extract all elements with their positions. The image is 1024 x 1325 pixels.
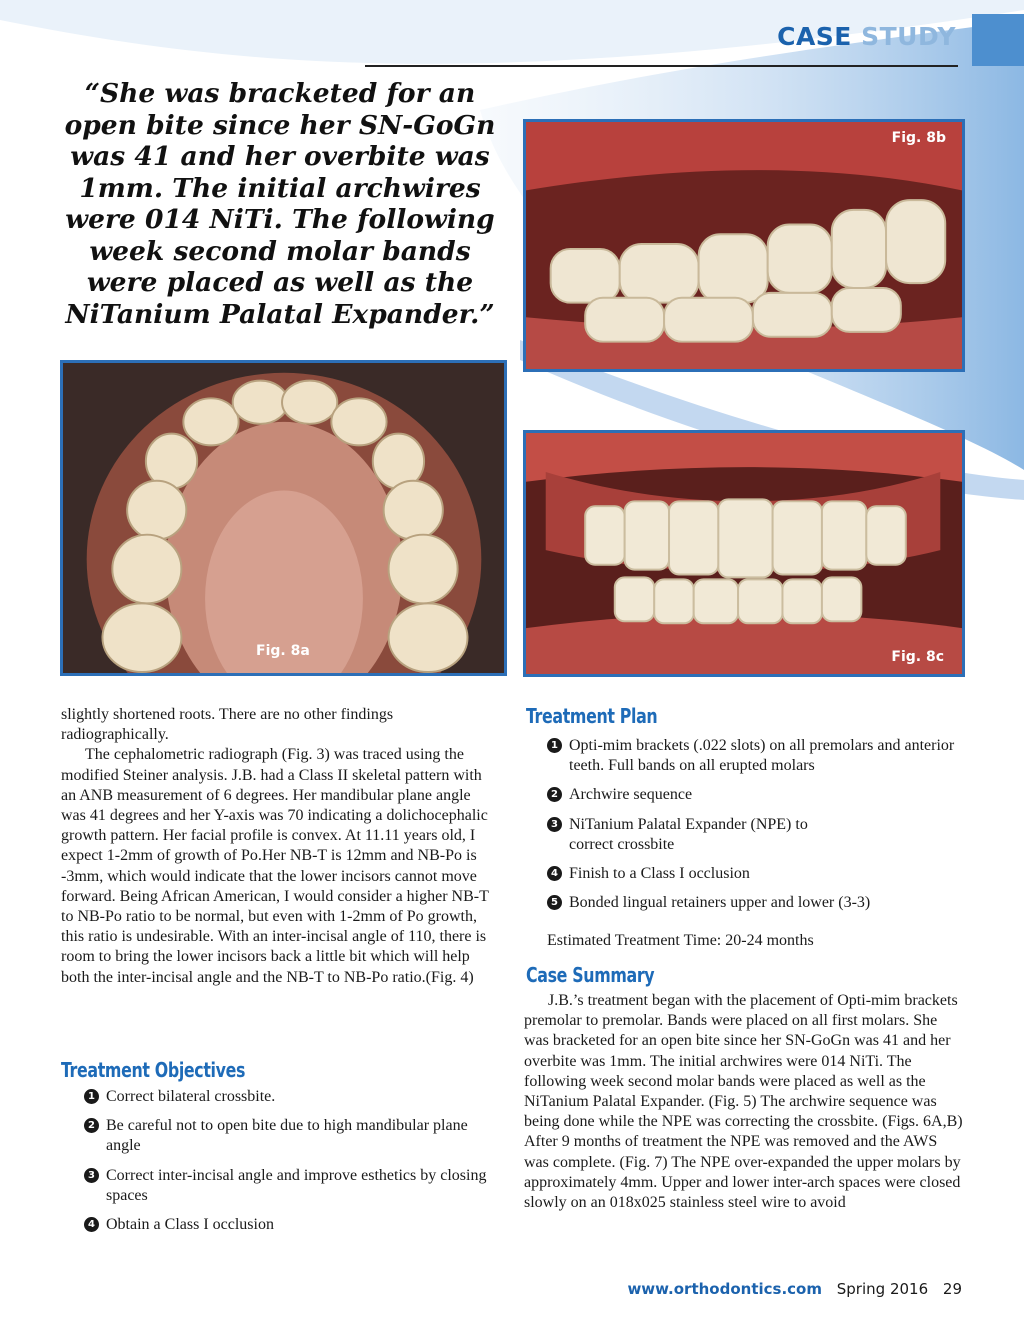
list-item: 1 Correct bilateral crossbite. xyxy=(84,1087,496,1107)
figure-8b-photo xyxy=(523,119,965,372)
footer-url[interactable]: www.orthodontics.com xyxy=(627,1280,822,1298)
treatment-objectives-heading: Treatment Objectives xyxy=(61,1058,246,1082)
left-para-2: The cephalometric radiograph (Fig. 3) was traced using the modified Steiner analysis. J.B. had a Class II skeletal pattern with an ANB measurement of 6 degrees. Her mandibular plane angle was 41 degrees and her Y-axis was 70 indicating a dolichocephalic growth pattern. Her facial profile is convex. At 11.11 years old, I expect 1-2mm of growth of Po.Her NB-T is 12mm and NB-Po is -3mm, which would indicate that the lower incisors cannot move forward. Being African American, I would consider a higher NB-T to NB-Po ratio to be normal, but even with 1-2mm of Po growth, this ratio is undesirable. With an inter-incisal angle of 110, there is room to bring the lower incisors back a little bit which will help both the inter-incisal angle and the NB-T to NB-Po ratio.(Fig. 4) xyxy=(61,746,489,986)
section-title-study: STUDY xyxy=(861,22,956,51)
case-summary-heading: Case Summary xyxy=(526,963,655,987)
pull-quote: “She was bracketed for an open bite since her SN-GoGn was 41 and her overbite was 1mm. The initial archwires were 014 NiTi. The following week second molar bands were placed as well as the NiTanium Palatal Expander.” xyxy=(64,78,496,330)
list-item: 3 NiTanium Palatal Expander (NPE) to correct crossbite xyxy=(547,815,962,855)
case-summary-text: J.B.’s treatment began with the placement of Opti-mim brackets premolar to premolar. Bands were placed on all first molars. She was bracketed for an open bite since her SN-GoGn was 41 and her overbite was 1mm. The initial archwires were 014 NiTi. The following week second molar bands were placed as well as the NiTanium Palatal Expander. (Fig. 5) The archwire sequence was being done while the NPE was correcting the crossbite. (Figs. 6A,B) After 9 months of treatment the NPE was removed and the AWS was complete. (Fig. 7) The NPE over-expanded the upper molars by approximately 4mm. Upper and lower inter-arch spaces were closed slowly on an 018x025 stainless steel wire to avoid xyxy=(524,992,963,1212)
header-rule xyxy=(365,65,958,67)
figure-8a-image xyxy=(63,363,504,673)
list-item: 4 Obtain a Class I occlusion xyxy=(84,1215,496,1235)
section-title-case: CASE xyxy=(777,22,852,51)
treatment-objectives-list xyxy=(84,1087,496,1235)
estimated-treatment-time: Estimated Treatment Time: 20-24 months xyxy=(547,932,814,949)
page-number: 29 xyxy=(942,1280,962,1298)
section-title xyxy=(777,22,956,51)
figure-8c-label: Fig. 8c xyxy=(891,649,944,665)
footer-issue: Spring 2016 xyxy=(836,1280,929,1298)
figure-8a-photo xyxy=(60,360,507,676)
list-item: 2 Be careful not to open bite due to high mandibular plane angle xyxy=(84,1116,496,1156)
left-para-1: slightly shortened roots. There are no other findings radiographically. xyxy=(61,706,394,744)
list-item: 2 Archwire sequence xyxy=(547,785,962,805)
treatment-plan-list xyxy=(547,736,962,913)
figure-8a-label: Fig. 8a xyxy=(256,643,310,659)
list-item: 5 Bonded lingual retainers upper and lower (3-3) xyxy=(547,893,962,913)
list-item: 4 Finish to a Class I occlusion xyxy=(547,864,962,884)
left-column-text xyxy=(61,705,499,988)
list-item: 3 Correct inter-incisal angle and improve esthetics by closing spaces xyxy=(84,1166,496,1206)
list-item: 1 Opti-mim brackets (.022 slots) on all premolars and anterior teeth. Full bands on all erupted molars xyxy=(547,736,962,776)
treatment-plan-heading: Treatment Plan xyxy=(526,704,658,728)
footer xyxy=(627,1280,962,1298)
figure-8b-label: Fig. 8b xyxy=(891,130,946,146)
figure-8c-photo xyxy=(523,430,965,677)
figure-8b-image xyxy=(526,122,962,369)
header-tab xyxy=(972,14,1024,66)
figure-8c-image xyxy=(526,433,962,674)
